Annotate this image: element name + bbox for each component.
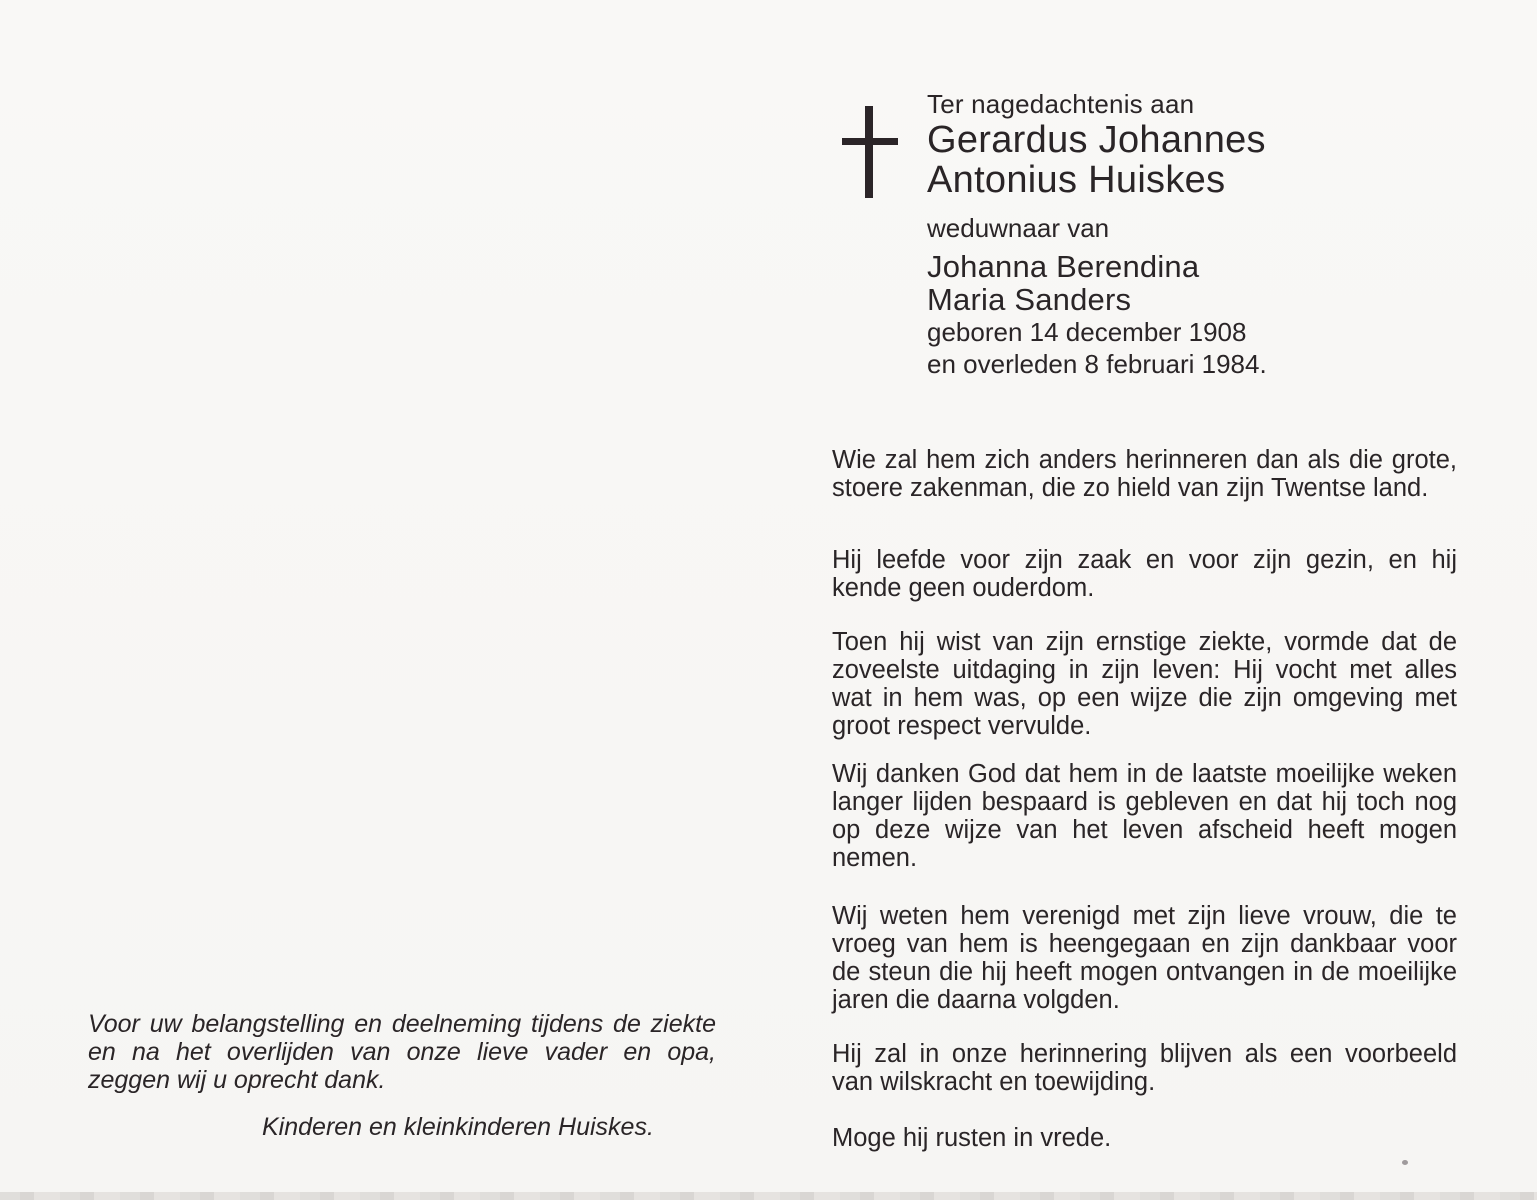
memorial-header <box>927 88 1447 380</box>
paragraph: Hij leefde voor zijn zaak en voor zijn gezin, en hij kende geen ouderdom. <box>832 546 1457 602</box>
cross-icon <box>842 106 898 198</box>
paragraph: Toen hij wist van zijn ernstige ziekte, vormde dat de zoveelste uitdaging in zijn leven: Hij vocht met alles wat in hem was, op een wijze die zijn omgeving met groot respect vervulde. <box>832 628 1457 740</box>
intro-line: Ter nagedachtenis aan <box>927 89 1195 119</box>
card-bottom-edge <box>0 1192 1537 1200</box>
birth-date-line: geboren 14 december 1908 <box>927 317 1247 347</box>
deceased-name-line1: Gerardus Johannes <box>927 119 1266 161</box>
death-date-line: en overleden 8 februari 1984. <box>927 349 1267 379</box>
thanks-note: Voor uw belangstelling en deelneming tijdens de ziekte en na het overlijden van onze lieve vader en opa, zeggen wij u oprecht dank. <box>88 1010 716 1094</box>
paragraph: Wij danken God dat hem in de laatste moeilijke weken langer lijden bespaard is gebleven en dat hij toch nog op deze wijze van het leven afscheid heeft mogen nemen. <box>832 760 1457 872</box>
paragraph: Wie zal hem zich anders herinneren dan als die grote, stoere zakenman, die zo hield van zijn Twentse land. <box>832 446 1457 502</box>
paragraph: Hij zal in onze herinnering blijven als een voorbeeld van wilskracht en toewijding. <box>832 1040 1457 1096</box>
relation-line: weduwnaar van <box>927 213 1110 243</box>
paragraph: Moge hij rusten in vrede. <box>832 1124 1112 1152</box>
spouse-name-line2: Maria Sanders <box>927 282 1132 317</box>
print-speck <box>1402 1160 1408 1165</box>
spouse-name-line1: Johanna Berendina <box>927 249 1200 284</box>
paragraph: Wij weten hem verenigd met zijn lieve vrouw, die te vroeg van hem is heengegaan en zijn dankbaar voor de steun die hij heeft mogen ontvangen in de moeilijke jaren die daarna volgden. <box>832 902 1457 1014</box>
deceased-name-line2: Antonius Huiskes <box>927 159 1226 201</box>
family-signoff: Kinderen en kleinkinderen Huiskes. <box>262 1113 654 1141</box>
